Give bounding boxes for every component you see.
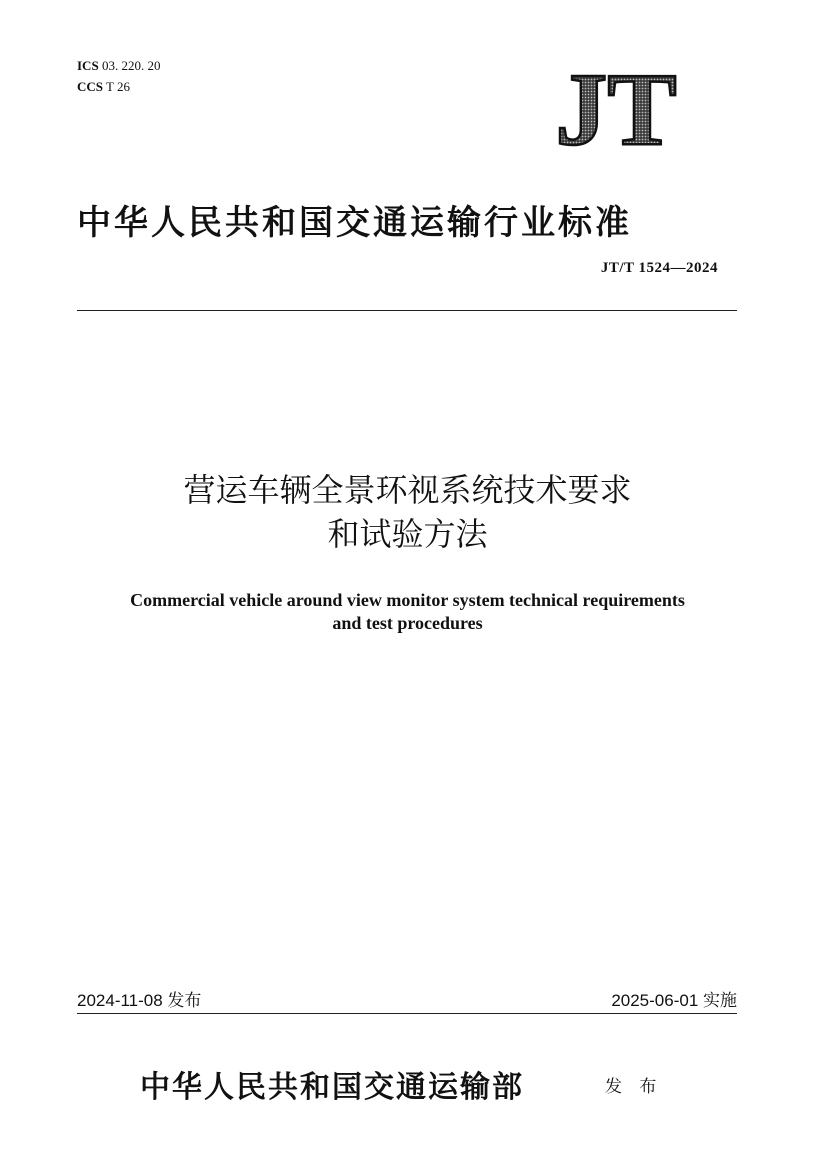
publisher-name: 中华人民共和国交通运输部 (140, 1070, 524, 1105)
top-divider (77, 310, 737, 311)
issue-date: 2024-11-08 发布 (77, 991, 202, 1010)
jt-logo (536, 66, 696, 150)
chinese-title-line1: 营运车辆全景环视系统技术要求 (183, 471, 632, 509)
ccs-code-row (77, 76, 160, 97)
standard-number: JT/T 1524—2024 (600, 260, 718, 276)
english-title-line2: and test procedures (332, 613, 483, 633)
english-title-line1: Commercial vehicle around view monitor system technical requirements (130, 590, 685, 610)
standard-type-heading: 中华人民共和国交通运输行业标准 (77, 203, 632, 243)
ics-code-row (77, 55, 160, 76)
implementation-date: 2025-06-01 实施 (611, 991, 737, 1010)
english-title (0, 589, 815, 635)
ccs-value: T 26 (106, 79, 130, 94)
publish-label: 发 布 (605, 1077, 663, 1097)
classification-codes (77, 55, 160, 97)
chinese-title (0, 468, 815, 556)
bottom-divider (77, 1013, 737, 1014)
jt-logo-text: JT (555, 66, 677, 150)
ccs-label: CCS (77, 79, 104, 94)
ics-value: 03. 220. 20 (101, 58, 161, 73)
chinese-title-line2: 和试验方法 (327, 515, 488, 553)
ics-label: ICS (77, 58, 99, 73)
